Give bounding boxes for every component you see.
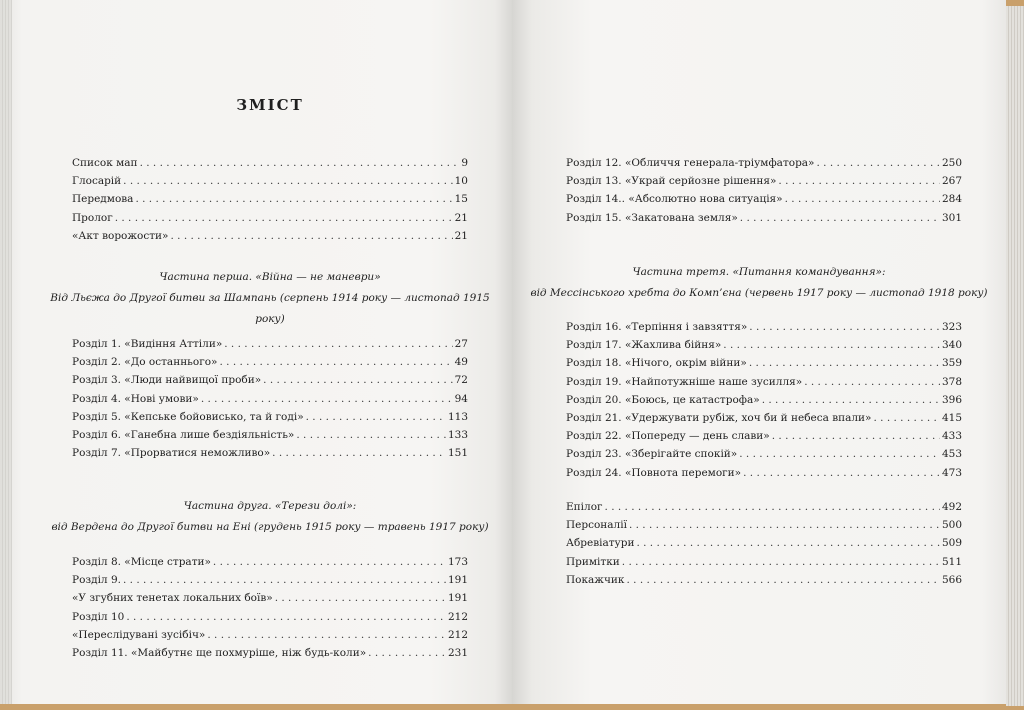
toc-entry-page-number: 433 [941, 430, 962, 443]
toc-entry-label: Глосарій [72, 175, 122, 188]
toc-entry[interactable] [566, 373, 962, 391]
part2-title: Частина друга. «Терези долі»: [183, 500, 357, 512]
toc-entry[interactable] [566, 445, 962, 463]
toc-entry-label: Розділ 17. «Жахлива бійня» [566, 339, 722, 352]
dot-leader [263, 371, 452, 389]
toc-entry-page-number: 10 [454, 175, 468, 188]
toc-entry[interactable] [566, 571, 962, 589]
right-page [512, 0, 1006, 704]
dot-leader [740, 209, 940, 227]
left-page [0, 0, 512, 704]
back-matter-list [566, 498, 962, 589]
dot-leader [224, 335, 452, 353]
toc-entry[interactable] [566, 427, 962, 445]
toc-entry-page-number: 113 [447, 410, 468, 423]
toc-entry-page-number: 133 [447, 428, 468, 441]
dot-leader [272, 444, 446, 462]
dot-leader [219, 353, 452, 371]
part3-title: Частина третя. «Питання командування»: [632, 266, 886, 278]
toc-entry-page-number: 231 [447, 646, 468, 659]
dot-leader [213, 553, 446, 571]
dot-leader [873, 409, 939, 427]
toc-entry-label: Розділ 4. «Нові умови» [72, 392, 199, 405]
toc-entry-page-number: 301 [941, 211, 962, 224]
toc-entry[interactable] [72, 190, 468, 208]
dot-leader [207, 626, 446, 644]
toc-entry-label: Розділ 18. «Нічого, окрім війни» [566, 357, 747, 370]
toc-entry-label: Розділ 22. «Попереду — день слави» [566, 430, 770, 443]
toc-entry-page-number: 284 [941, 193, 962, 206]
toc-entry-page-number: 49 [454, 356, 468, 369]
toc-entry[interactable] [566, 391, 962, 409]
toc-entry-page-number: 453 [941, 448, 962, 461]
dot-leader [275, 589, 446, 607]
toc-entry-page-number: 151 [447, 447, 468, 460]
toc-entry[interactable] [72, 227, 468, 245]
toc-entry-label: Розділ 20. «Боюсь, це катастрофа» [566, 393, 760, 406]
dot-leader [126, 608, 446, 626]
toc-entry[interactable] [72, 644, 468, 662]
toc-entry-label: Абревіатури [566, 537, 635, 550]
toc-entry-label: Розділ 9. [72, 574, 121, 587]
dot-leader [636, 534, 940, 552]
toc-entry[interactable] [72, 444, 468, 462]
part2-continued-list [566, 154, 962, 227]
toc-entry-label: Розділ 12. «Обличчя генерала-тріумфатора» [566, 157, 815, 169]
toc-entry-page-number: 473 [941, 466, 962, 479]
toc-entry-page-number: 94 [454, 392, 468, 405]
part2-subtitle: від Вердена до Другої битви на Ені (грудень 1915 року — травень 1917 року) [51, 521, 489, 533]
dot-leader [123, 571, 446, 589]
toc-entry[interactable] [72, 353, 468, 371]
toc-entry-page-number: 566 [941, 573, 962, 586]
toc-entry-page-number: 500 [941, 519, 962, 532]
toc-entry-label: «У згубних тенетах локальних боїв» [72, 592, 273, 605]
toc-entry[interactable] [72, 172, 468, 190]
toc-entry[interactable] [566, 209, 962, 227]
dot-leader [115, 209, 453, 227]
toc-entry[interactable] [72, 553, 468, 571]
part2-heading [50, 496, 490, 538]
toc-entry-label: Список мап [72, 157, 138, 169]
dot-leader [743, 464, 940, 482]
toc-entry-page-number: 27 [454, 338, 468, 350]
dot-leader [762, 391, 940, 409]
dot-leader [772, 427, 940, 445]
toc-entry[interactable] [566, 464, 962, 482]
toc-entry[interactable] [566, 409, 962, 427]
toc-entry-label: Розділ 7. «Прорватися неможливо» [72, 447, 271, 460]
toc-entry-page-number: 21 [454, 229, 468, 242]
toc-entry-label: Розділ 5. «Кепське бойовисько, та й годі» [72, 410, 304, 423]
toc-entry-page-number: 72 [454, 374, 468, 387]
toc-entry-label: Розділ 10 [72, 610, 125, 623]
dot-leader [296, 426, 446, 444]
part3-heading [512, 262, 1006, 304]
toc-entry[interactable] [72, 589, 468, 607]
toc-entry-page-number: 509 [941, 537, 962, 550]
toc-entry-page-number: 212 [447, 628, 468, 641]
toc-entry-label: Примітки [566, 555, 620, 568]
toc-entry-page-number: 9 [461, 157, 468, 169]
toc-entry-page-number: 15 [454, 193, 468, 206]
toc-entry-page-number: 250 [941, 157, 962, 169]
toc-entry-label: Розділ 2. «До останнього» [72, 356, 218, 369]
toc-entry[interactable] [566, 318, 962, 336]
dot-leader [749, 318, 940, 336]
toc-entry[interactable] [72, 371, 468, 389]
toc-title: ЗМІСТ [236, 96, 304, 114]
toc-entry-page-number: 323 [941, 321, 962, 333]
toc-entry-label: Розділ 1. «Видіння Аттіли» [72, 338, 223, 350]
toc-entry[interactable] [566, 172, 962, 190]
toc-entry-label: Розділ 6. «Ганебна лише бездіяльність» [72, 428, 295, 441]
dot-leader [804, 373, 940, 391]
toc-entry[interactable] [72, 209, 468, 227]
dot-leader [816, 154, 939, 172]
part3-subtitle: від Мессінського хребта до Комп’єна (червень 1917 року — листопад 1918 року) [530, 287, 988, 299]
toc-entry-page-number: 340 [941, 339, 962, 352]
dot-leader [140, 154, 460, 172]
toc-entry-label: Розділ 3. «Люди найвищої проби» [72, 374, 262, 387]
toc-entry-page-number: 212 [447, 610, 468, 623]
toc-entry[interactable] [566, 516, 962, 534]
dot-leader [201, 390, 453, 408]
toc-entry-page-number: 21 [454, 211, 468, 224]
dot-leader [306, 408, 446, 426]
toc-entry[interactable] [72, 390, 468, 408]
dot-leader [749, 354, 940, 372]
toc-entry-page-number: 511 [941, 555, 962, 568]
toc-entry-label: Розділ 14.. «Абсолютно нова ситуація» [566, 193, 783, 206]
toc-entry-label: Розділ 16. «Терпіння і завзяття» [566, 321, 748, 333]
toc-entry[interactable] [72, 608, 468, 626]
toc-entry-page-number: 267 [941, 175, 962, 188]
toc-entry-label: Розділ 13. «Украй серйозне рішення» [566, 175, 777, 188]
dot-leader [629, 516, 940, 534]
toc-entry-label: Розділ 19. «Найпотужніше наше зусилля» [566, 375, 803, 388]
dot-leader [135, 190, 452, 208]
toc-entry-label: «Акт ворожости» [72, 229, 169, 242]
toc-entry-page-number: 191 [447, 592, 468, 605]
part1-subtitle: Від Льєжа до Другої битви за Шампань (серпень 1914 року — листопад 1915 року) [50, 292, 490, 325]
front-matter-list [72, 154, 468, 245]
dot-leader [368, 644, 446, 662]
toc-entry[interactable] [566, 354, 962, 372]
dot-leader [739, 445, 940, 463]
toc-entry[interactable] [566, 190, 962, 208]
dot-leader [626, 571, 939, 589]
toc-entry-label: Розділ 15. «Закатована земля» [566, 211, 738, 224]
toc-entry-label: Розділ 11. «Майбутнє ще похмуріше, ніж будь-коли» [72, 646, 367, 659]
toc-entry[interactable] [566, 498, 962, 516]
dot-leader [170, 227, 452, 245]
toc-entry-page-number: 396 [941, 393, 962, 406]
toc-entry-page-number: 191 [447, 574, 468, 587]
toc-entry[interactable] [72, 335, 468, 353]
dot-leader [778, 172, 940, 190]
toc-entry-label: Передмова [72, 193, 134, 206]
part2-chapter-list [72, 553, 468, 662]
toc-entry[interactable] [566, 154, 962, 172]
toc-entry[interactable] [566, 553, 962, 571]
toc-entry-label: Епілог [566, 501, 603, 513]
toc-entry-label: Розділ 8. «Місце страти» [72, 556, 211, 568]
toc-entry-label: Покажчик [566, 573, 625, 586]
part1-heading [50, 267, 490, 330]
toc-entry-label: «Переслідувані зусібіч» [72, 628, 206, 641]
right-page-edges [1006, 6, 1024, 706]
toc-entry[interactable] [72, 426, 468, 444]
toc-entry-page-number: 359 [941, 357, 962, 370]
dot-leader [723, 336, 940, 354]
toc-entry-page-number: 173 [447, 556, 468, 568]
toc-entry[interactable] [566, 336, 962, 354]
dot-leader [123, 172, 452, 190]
toc-entry-label: Розділ 21. «Удержувати рубіж, хоч би й небеса впали» [566, 411, 872, 424]
part1-chapter-list [72, 335, 468, 462]
toc-entry-label: Персоналії [566, 519, 627, 532]
toc-entry[interactable] [72, 571, 468, 589]
toc-entry-label: Розділ 24. «Повнота перемоги» [566, 466, 742, 479]
toc-entry[interactable] [72, 626, 468, 644]
toc-entry-page-number: 492 [941, 501, 962, 513]
part3-chapter-list [566, 318, 962, 482]
dot-leader [622, 553, 940, 571]
dot-leader [785, 190, 940, 208]
toc-entry-page-number: 415 [941, 411, 962, 424]
toc-entry-label: Розділ 23. «Зберігайте спокій» [566, 448, 738, 461]
toc-entry[interactable] [72, 408, 468, 426]
toc-entry-page-number: 378 [941, 375, 962, 388]
toc-entry[interactable] [566, 534, 962, 552]
toc-entry-label: Пролог [72, 211, 113, 224]
part1-title: Частина перша. «Війна — не маневри» [159, 271, 381, 283]
dot-leader [605, 498, 940, 516]
toc-entry[interactable] [72, 154, 468, 172]
